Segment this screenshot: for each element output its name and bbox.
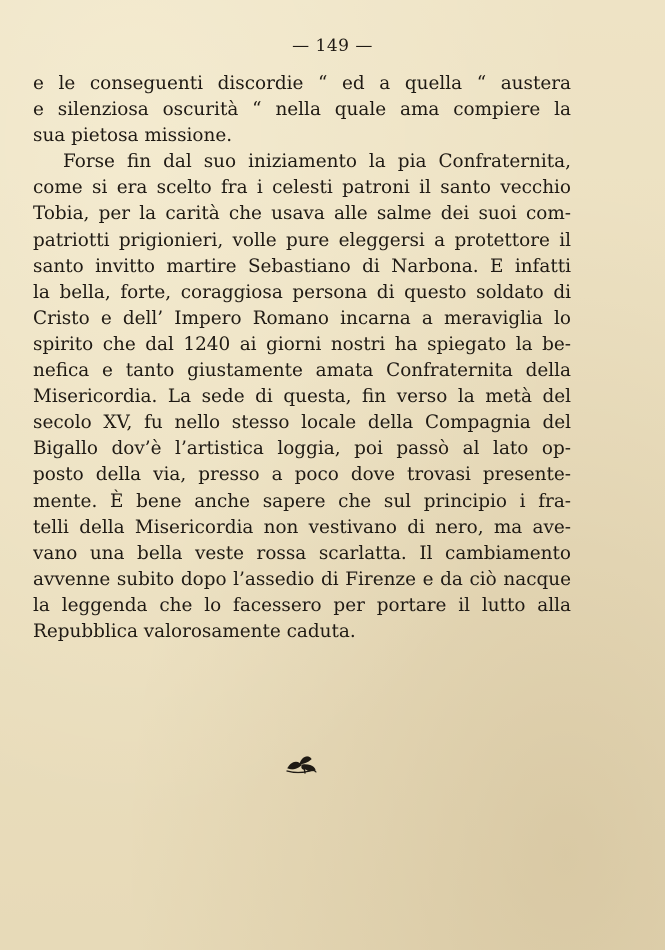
text-line: posto della via, presso a poco dove trovasi presente- (33, 464, 571, 486)
text-line: nefica e tanto giustamente amata Confraternita della (33, 360, 571, 382)
floral-ornament-icon (284, 751, 320, 775)
text-line: santo invitto martire Sebastiano di Narbona. E infatti (33, 255, 571, 277)
text-line: patriotti prigionieri, volle pure eleggersi a protettore il (33, 229, 571, 251)
text-line: telli della Misericordia non vestivano di nero, ma ave- (33, 516, 571, 538)
text-line: e silenziosa oscurità “ nella quale ama compiere la (33, 99, 571, 121)
text-line: Bigallo dov’è l’artistica loggia, poi passò al lato op- (33, 438, 571, 460)
text-line: Cristo e dell’ Impero Romano incarna a meraviglia lo (33, 307, 571, 329)
text-line: Repubblica valorosamente caduta. (33, 620, 356, 642)
text-line: Misericordia. La sede di questa, fin verso la metà del (33, 386, 571, 408)
page-number: — 149 — (292, 36, 373, 56)
text-line: e le conseguenti discordie “ ed a quella “ austera (33, 73, 571, 94)
text-line: la bella, forte, coraggiosa persona di questo soldato di (33, 281, 571, 303)
text-line: Tobia, per la carità che usava alle salme dei suoi com- (33, 203, 571, 225)
text-line: la leggenda che lo facessero per portare il lutto alla (33, 594, 571, 616)
text-line: sua pietosa missione. (33, 125, 233, 147)
text-line: avvenne subito dopo l’assedio di Firenze e da ciò nacque (33, 568, 571, 590)
text-line: come si era scelto fra i celesti patroni il santo vecchio (33, 177, 571, 199)
text-line: Forse fin dal suo iniziamento la pia Confraternita, (63, 151, 571, 173)
text-line: vano una bella veste rossa scarlatta. Il cambiamento (33, 542, 571, 564)
text-line: mente. È bene anche sapere che sul principio i fra- (33, 490, 571, 512)
text-line: spirito che dal 1240 ai giorni nostri ha spiegato la be- (33, 333, 571, 355)
body-text (33, 71, 571, 645)
text-line: secolo XV, fu nello stesso locale della Compagnia del (33, 412, 571, 434)
